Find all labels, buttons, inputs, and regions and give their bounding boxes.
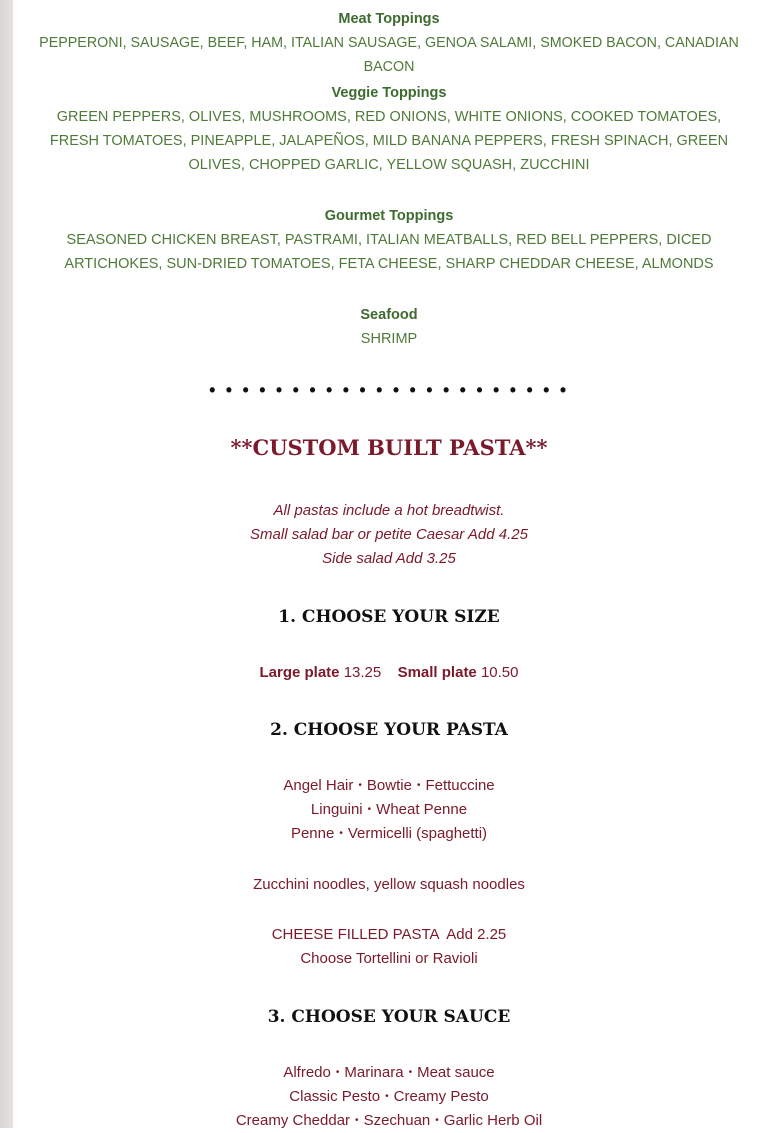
pasta-linguini: Linguini	[310, 801, 363, 818]
pasta-row-2	[13, 798, 765, 822]
bullet-separator: •	[416, 780, 421, 792]
bullet-separator: •	[367, 804, 372, 816]
pasta-row-3	[13, 822, 765, 846]
step-3-heading: 3. CHOOSE YOUR SAUCE	[267, 1007, 511, 1027]
pasta-note-1: All pastas include a hot breadtwist.	[273, 502, 505, 519]
veggie-toppings-heading: Veggie Toppings	[331, 85, 447, 101]
bullet-separator: •	[339, 828, 343, 840]
sauce-szechuan: Szechuan	[363, 1112, 431, 1129]
pasta-angel-hair: Angel Hair	[283, 777, 354, 794]
small-plate-label: Small plate	[397, 664, 477, 681]
sauce-creamy-cheddar: Creamy Cheddar	[235, 1112, 351, 1129]
large-plate-price: 13.25	[343, 664, 382, 681]
gourmet-toppings-line-1: SEASONED CHICKEN BREAST, PASTRAMI, ITALIAN MEATBALLS, RED BELL PEPPERS, DICED	[66, 232, 712, 248]
veggie-noodles: Zucchini noodles, yellow squash noodles	[253, 876, 525, 893]
sauce-row-2	[13, 1085, 765, 1109]
bullet-separator: •	[335, 1067, 340, 1079]
sauce-row-3	[13, 1109, 765, 1133]
gourmet-toppings-line-2: ARTICHOKES, SUN-DRIED TOMATOES, FETA CHEESE, SHARP CHEDDAR CHEESE, ALMONDS	[64, 256, 714, 272]
bullet-separator: •	[358, 780, 362, 792]
page-edge-shadow	[0, 0, 13, 1128]
dotted-divider: • • • • • • • • • • • • • • • • • • • • • •	[209, 380, 569, 400]
pasta-bowtie: Bowtie	[366, 777, 412, 794]
size-options	[13, 661, 765, 685]
sauce-creamy-pesto: Creamy Pesto	[393, 1088, 489, 1105]
step-1-heading: 1. CHOOSE YOUR SIZE	[278, 607, 500, 627]
pasta-note-3: Side salad Add 3.25	[322, 550, 456, 567]
cheese-filled-choice: Choose Tortellini or Ravioli	[300, 950, 478, 967]
pasta-vermicelli: Vermicelli (spaghetti)	[347, 825, 488, 842]
menu-page	[13, 0, 765, 1128]
sauce-marinara: Marinara	[344, 1064, 404, 1081]
step-2-heading: 2. CHOOSE YOUR PASTA	[270, 720, 508, 740]
veggie-toppings-line-3: OLIVES, CHOPPED GARLIC, YELLOW SQUASH, ZUCCHINI	[188, 157, 590, 173]
meat-toppings-heading: Meat Toppings	[338, 11, 440, 27]
bullet-separator: •	[385, 1091, 389, 1103]
pasta-wheat-penne: Wheat Penne	[376, 801, 468, 818]
meat-toppings-list: PEPPERONI, SAUSAGE, BEEF, HAM, ITALIAN SAUSAGE, GENOA SALAMI, SMOKED BACON, CANADIAN BACON	[39, 35, 739, 75]
pasta-row-1	[13, 774, 765, 798]
sauce-meat: Meat sauce	[417, 1064, 495, 1081]
sauce-row-1	[13, 1061, 765, 1085]
seafood-list: SHRIMP	[360, 331, 418, 347]
pasta-note-2: Small salad bar or petite Caesar Add 4.25	[250, 526, 528, 543]
pasta-fettuccine: Fettuccine	[425, 777, 495, 794]
small-plate-price: 10.50	[480, 664, 519, 681]
gourmet-toppings-heading: Gourmet Toppings	[324, 208, 454, 224]
sauce-classic-pesto: Classic Pesto	[289, 1088, 381, 1105]
custom-pasta-title: **CUSTOM BUILT PASTA**	[230, 435, 548, 460]
sauce-alfredo: Alfredo	[283, 1064, 331, 1081]
bullet-separator: •	[408, 1067, 413, 1079]
veggie-toppings-line-1: GREEN PEPPERS, OLIVES, MUSHROOMS, RED ONIONS, WHITE ONIONS, COOKED TOMATOES,	[56, 109, 722, 125]
seafood-heading: Seafood	[360, 307, 418, 323]
pasta-penne: Penne	[290, 825, 335, 842]
large-plate-label: Large plate	[259, 664, 340, 681]
bullet-separator: •	[355, 1115, 359, 1127]
bullet-separator: •	[435, 1115, 439, 1127]
veggie-toppings-line-2: FRESH TOMATOES, PINEAPPLE, JALAPEÑOS, MILD BANANA PEPPERS, FRESH SPINACH, GREEN	[49, 133, 729, 149]
cheese-filled-pasta: CHEESE FILLED PASTA Add 2.25	[271, 926, 507, 943]
sauce-garlic-herb-oil: Garlic Herb Oil	[443, 1112, 543, 1129]
